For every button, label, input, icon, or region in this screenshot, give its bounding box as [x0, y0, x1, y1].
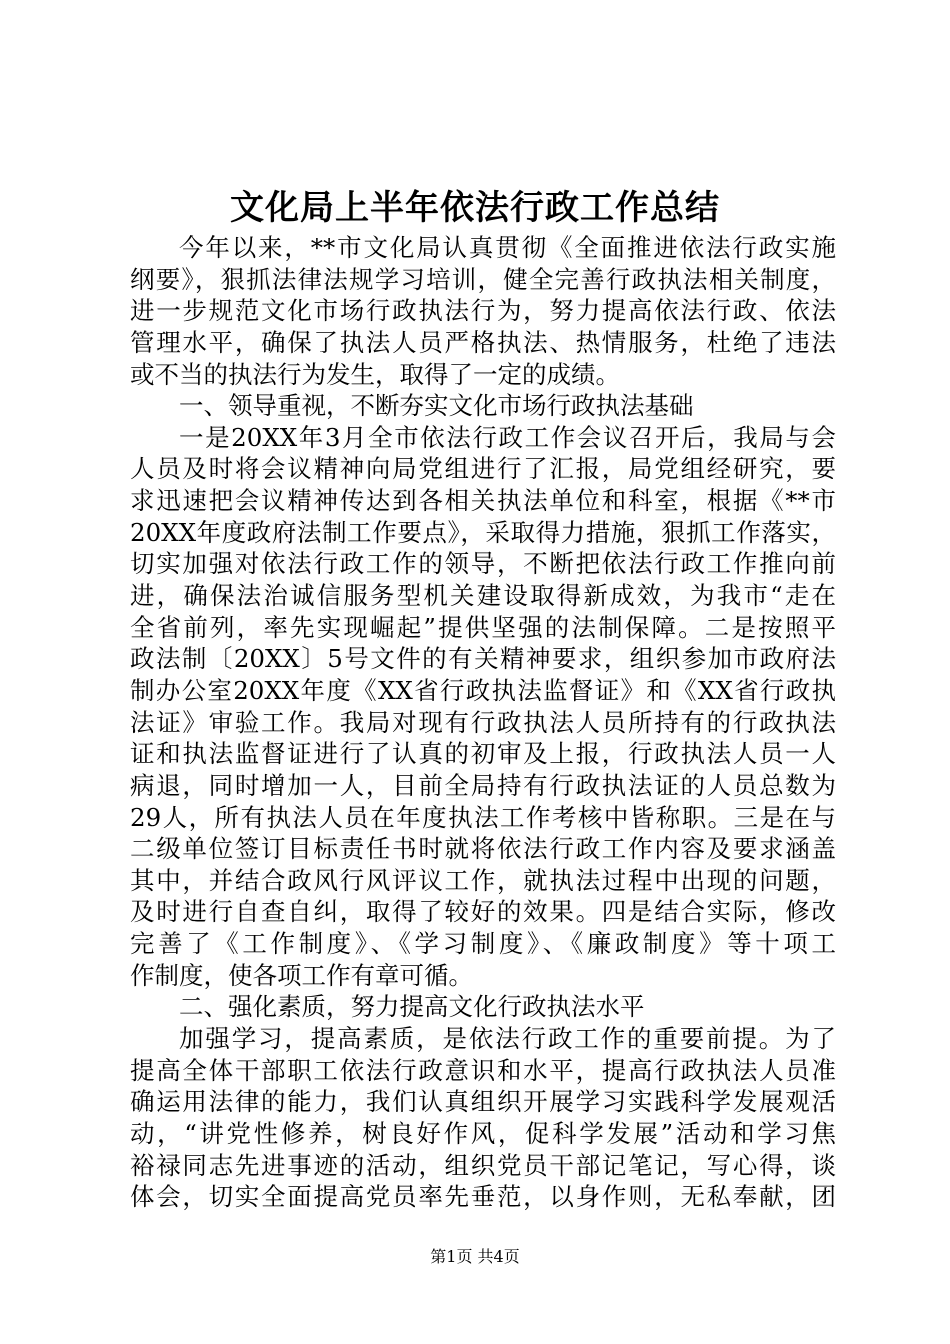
text-line: 动，“讲党性修养，树良好作风，促科学发展”活动和学习焦	[130, 1118, 836, 1148]
page-footer: 第1页 共4页	[430, 1247, 520, 1266]
text-line: 20XX年度政府法制工作要点》，采取得力措施，狠抓工作落实，	[130, 517, 836, 547]
text-line: 裕禄同志先进事迹的活动，组织党员干部记笔记，写心得，谈	[130, 1150, 836, 1180]
text-line: 病退，同时增加一人，目前全局持有行政执法证的人员总数为	[130, 770, 836, 800]
text-line: 全省前列，率先实现崛起”提供坚强的法制保障。二是按照平	[130, 612, 836, 642]
document-body	[130, 232, 836, 1213]
text-line: 作制度，使各项工作有章可循。	[130, 960, 473, 990]
text-line: 制办公室20XX年度《XX省行政执法监督证》和《XX省行政执	[130, 675, 836, 705]
text-line: 纲要》，狠抓法律法规学习培训，健全完善行政执法相关制度，	[130, 264, 836, 294]
text-line: 切实加强对依法行政工作的领导，不断把依法行政工作推向前	[130, 549, 836, 579]
text-line: 法证》审验工作。我局对现有行政执法人员所持有的行政执法	[130, 707, 836, 737]
text-line: 确运用法律的能力，我们认真组织开展学习实践科学发展观活	[130, 1087, 836, 1117]
text-line: 进一步规范文化市场行政执法行为，努力提高依法行政、依法	[130, 296, 836, 326]
text-line: 政法制〔20XX〕5号文件的有关精神要求，组织参加市政府法	[130, 644, 836, 674]
text-line: 人员及时将会议精神向局党组进行了汇报，局党组经研究，要	[130, 454, 836, 484]
text-line: 一、领导重视，不断夯实文化市场行政执法基础	[179, 391, 694, 421]
text-line: 二级单位签订目标责任书时就将依法行政工作内容及要求涵盖	[130, 834, 836, 864]
text-line: 进，确保法治诚信服务型机关建设取得新成效，为我市“走在	[130, 581, 836, 611]
text-line: 29人，所有执法人员在年度执法工作考核中皆称职。三是在与	[130, 802, 836, 832]
text-line: 一是20XX年3月全市依法行政工作会议召开后，我局与会	[179, 422, 836, 452]
text-line: 其中，并结合政风行风评议工作，就执法过程中出现的问题，	[130, 865, 836, 895]
text-line: 今年以来，**市文化局认真贯彻《全面推进依法行政实施	[179, 233, 836, 262]
text-line: 体会，切实全面提高党员率先垂范，以身作则，无私奉献，团	[130, 1182, 836, 1212]
text-line: 加强学习，提高素质，是依法行政工作的重要前提。为了	[179, 1024, 836, 1054]
text-line: 证和执法监督证进行了认真的初审及上报，行政执法人员一人	[130, 739, 836, 769]
text-line: 管理水平，确保了执法人员严格执法、热情服务，杜绝了违法	[130, 327, 836, 357]
text-line: 及时进行自查自纠，取得了较好的效果。四是结合实际，修改	[130, 897, 836, 927]
text-line: 完善了《工作制度》、《学习制度》、《廉政制度》等十项工	[130, 929, 836, 959]
text-line: 求迅速把会议精神传达到各相关执法单位和科室，根据《**市	[130, 486, 836, 516]
text-line: 或不当的执法行为发生，取得了一定的成绩。	[130, 359, 620, 389]
document-title: 文化局上半年依法行政工作总结	[230, 188, 720, 228]
text-line: 提高全体干部职工依法行政意识和水平，提高行政执法人员准	[130, 1055, 836, 1085]
text-line: 二、强化素质，努力提高文化行政执法水平	[179, 992, 645, 1022]
